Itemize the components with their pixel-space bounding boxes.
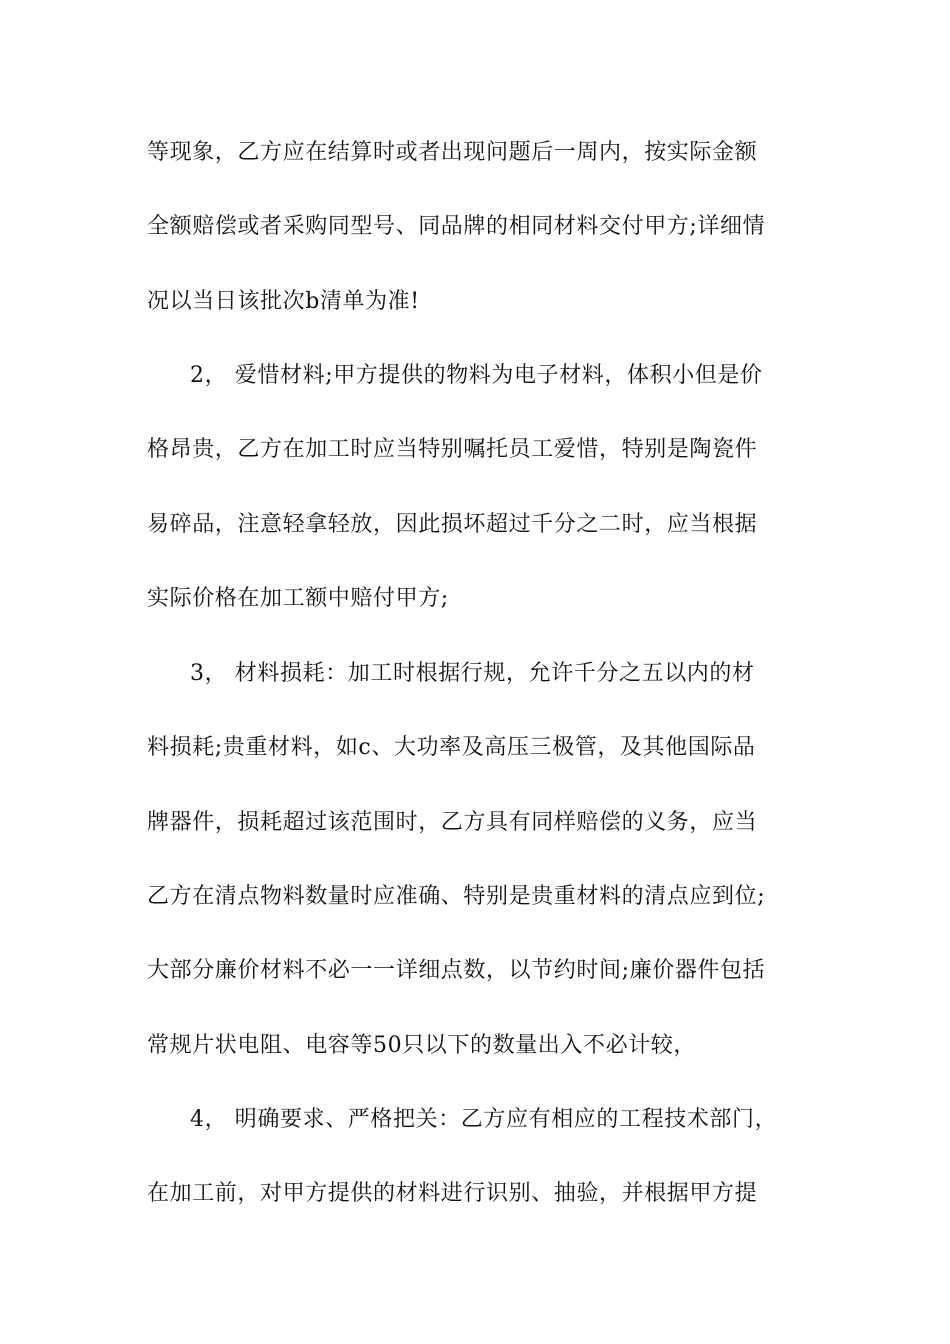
paragraph-line-3: 况以当日该批次b清单为准!: [147, 289, 420, 314]
clause-4-line-1: 4， 明确要求、严格把关：乙方应有相应的工程技术部门，: [190, 1107, 778, 1132]
clause-2-line-2: 格昂贵，乙方在加工时应当特别嘱托员工爱惜，特别是陶瓷件: [147, 437, 758, 462]
paragraph-line-1: 等现象，乙方应在结算时或者出现问题后一周内，按实际金额: [147, 140, 758, 165]
clause-3-line-4: 乙方在清点物料数量时应准确、特别是贵重材料的清点应到位;: [147, 884, 766, 909]
paragraph-line-2: 全额赔偿或者采购同型号、同品牌的相同材料交付甲方;详细情: [147, 214, 766, 239]
clause-4-line-2: 在加工前，对甲方提供的材料进行识别、抽验，并根据甲方提: [147, 1181, 758, 1206]
clause-3-line-3: 牌器件，损耗超过该范围时，乙方具有同样赔偿的义务，应当: [147, 810, 758, 835]
clause-3-line-1: 3， 材料损耗：加工时根据行规，允许千分之五以内的材: [190, 661, 755, 686]
clause-3-line-2: 料损耗;贵重材料，如c、大功率及高压三极管，及其他国际品: [147, 735, 756, 760]
clause-2-line-1: 2， 爱惜材料;甲方提供的物料为电子材料，体积小但是价: [190, 363, 763, 388]
clause-2-line-4: 实际价格在加工额中赔付甲方;: [147, 586, 449, 611]
clause-3-line-5: 大部分廉价材料不必一一详细点数，以节约时间;廉价器件包括: [147, 958, 766, 983]
clause-3-line-6: 常规片状电阻、电容等50只以下的数量出入不必计较，: [147, 1033, 696, 1058]
clause-2-line-3: 易碎品，注意轻拿轻放，因此损坏超过千分之二时，应当根据: [147, 512, 758, 537]
